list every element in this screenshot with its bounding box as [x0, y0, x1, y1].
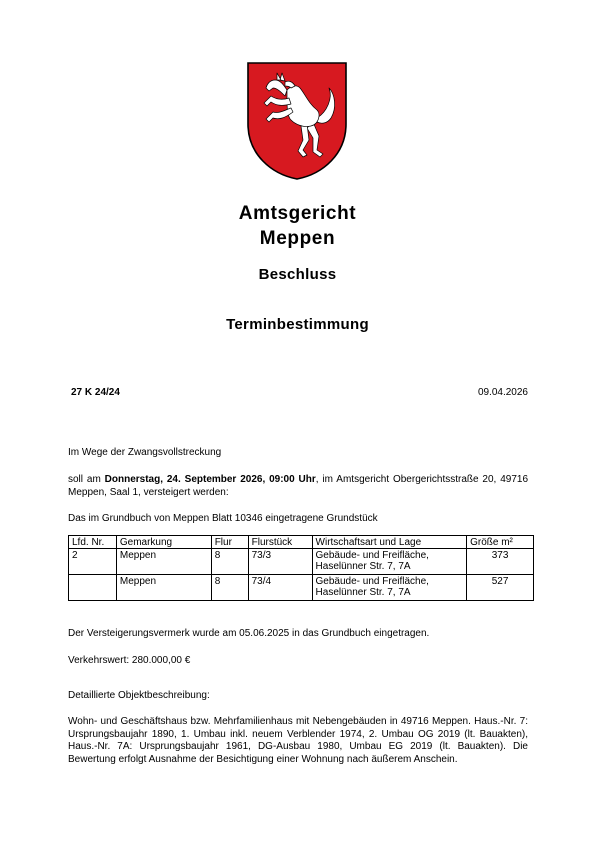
column-header-area: Größe m² — [467, 536, 534, 549]
schedule-prefix: soll am — [68, 474, 105, 485]
register-entry-text: Der Versteigerungsvermerk wurde am 05.06.2025 in das Grundbuch eingetragen. — [68, 628, 430, 639]
cell-area: 373 — [467, 549, 534, 575]
column-header-district: Gemarkung — [116, 536, 211, 549]
cell-flur: 8 — [211, 549, 248, 575]
schedule-paragraph — [68, 474, 528, 499]
parcel-table — [68, 535, 534, 601]
description-heading: Detaillierte Objektbeschreibung: — [68, 690, 210, 701]
case-number: 27 K 24/24 — [71, 387, 120, 398]
column-header-flur: Flur — [211, 536, 248, 549]
cell-usage: Gebäude- und Freifläche, Haselünner Str. 7, 7A — [312, 575, 467, 601]
cell-parcel: 73/3 — [248, 549, 312, 575]
cell-number — [69, 575, 117, 601]
cell-usage: Gebäude- und Freifläche, Haselünner Str. 7, 7A — [312, 549, 467, 575]
auction-date: Donnerstag, 24. September 2026, 09:00 Uhr — [104, 474, 316, 485]
table-header-row — [69, 536, 534, 549]
column-header-usage: Wirtschaftsart und Lage — [312, 536, 467, 549]
market-value: Verkehrswert: 280.000,00 € — [68, 655, 191, 666]
schedule-suffix: , im Amtsgericht Obergerichtsstraße 20, 49716 Meppen, Saal 1, versteigert werden: — [68, 474, 529, 498]
court-name-line-1: Amtsgericht — [238, 203, 357, 224]
column-header-number: Lfd. Nr. — [69, 536, 117, 549]
cell-parcel: 73/4 — [248, 575, 312, 601]
intro-text: Im Wege der Zwangsvollstreckung — [68, 447, 222, 458]
subject-heading: Terminbestimmung — [226, 316, 369, 333]
coat-of-arms-emblem — [247, 62, 347, 180]
document-date: 09.04.2026 — [477, 387, 528, 398]
cell-district: Meppen — [116, 549, 211, 575]
cell-number: 2 — [69, 549, 117, 575]
object-description: Wohn- und Geschäftshaus bzw. Mehrfamilienhaus mit Nebengebäuden in 49716 Meppen. Haus.-Nr. 7: Ursprungsbaujahr 1890, 1. Umbau inkl. neuem Verblender 1974, 2. Umbau OG 2019 (lt. Bauakten), Haus.-Nr. 7A: Ursprungsbaujahr 1961, DG-Ausbau 1980, Umbau EG 2019 (lt. Bauakten). Die Bewertung erfolgt Ausnahme der Besichtigung einer Wohnung nach äußerem Anschein. — [68, 716, 528, 765]
table-row — [69, 575, 534, 601]
document-type-heading: Beschluss — [258, 266, 337, 283]
land-register-text: Das im Grundbuch von Meppen Blatt 10346 eingetragene Grundstück — [68, 513, 378, 524]
column-header-parcel: Flurstück — [248, 536, 312, 549]
cell-district: Meppen — [116, 575, 211, 601]
court-name — [0, 201, 595, 251]
court-name-line-2: Meppen — [259, 228, 336, 249]
cell-flur: 8 — [211, 575, 248, 601]
table-row — [69, 549, 534, 575]
cell-area: 527 — [467, 575, 534, 601]
